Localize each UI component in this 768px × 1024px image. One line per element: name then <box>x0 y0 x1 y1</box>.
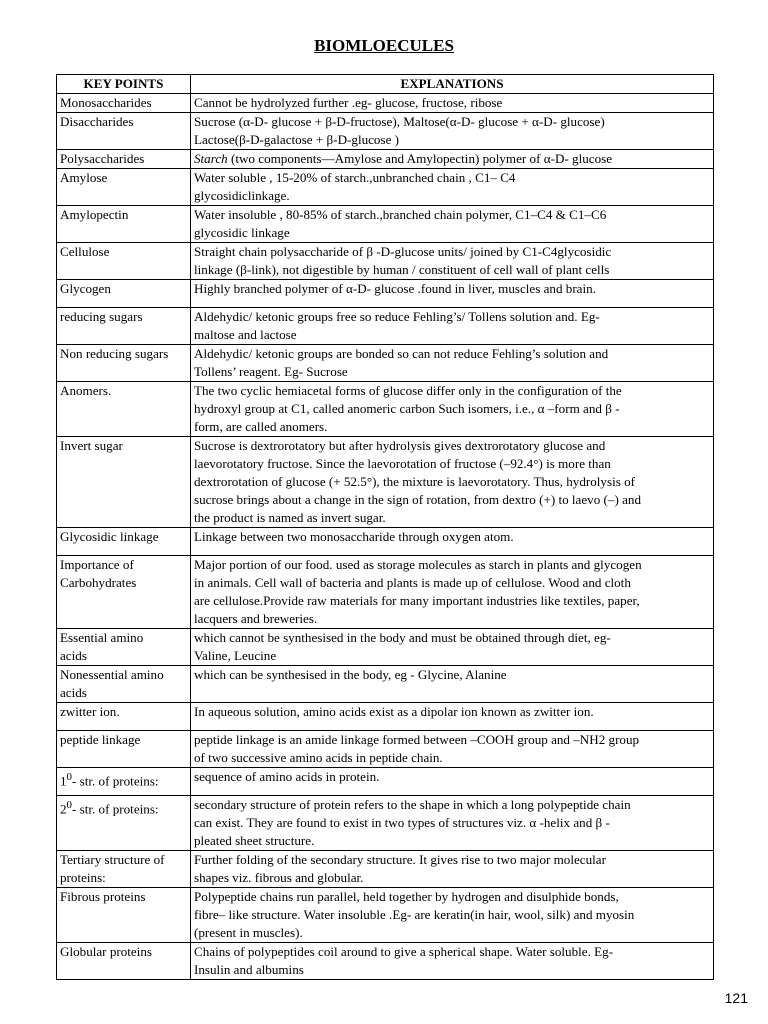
table-row <box>57 556 714 629</box>
key-point-cell: Cellulose <box>57 243 191 280</box>
key-point-cell: Polysaccharides <box>57 150 191 169</box>
key-point-cell: reducing sugars <box>57 308 191 345</box>
explanation-cell: Polypeptide chains run parallel, held together by hydrogen and disulphide bonds, fibre– like structure. Water insoluble .Eg- are keratin(in hair, wool, silk) and myosin (present in muscles). <box>191 888 714 943</box>
biomolecules-table <box>56 74 714 980</box>
page-title: BIOMLOECULES <box>314 36 454 55</box>
table-row <box>57 796 714 851</box>
explanation-cell: secondary structure of protein refers to the shape in which a long polypeptide chain can exist. They are found to exist in two types of structures viz. α -helix and β - pleated sheet structure. <box>191 796 714 851</box>
key-point-cell: Monosaccharides <box>57 94 191 113</box>
explanation-cell: Highly branched polymer of α-D- glucose .found in liver, muscles and brain. <box>191 280 714 308</box>
page-number: 121 <box>724 990 748 1006</box>
explanation-cell: Starch (two components—Amylose and Amylopectin) polymer of α-D- glucose <box>191 150 714 169</box>
table-row <box>57 437 714 528</box>
key-point-cell: Nonessential amino acids <box>57 666 191 703</box>
key-point-cell: Non reducing sugars <box>57 345 191 382</box>
key-point-cell: Tertiary structure of proteins: <box>57 851 191 888</box>
header-explanations: EXPLANATIONS <box>191 75 714 94</box>
explanation-cell: Straight chain polysaccharide of β -D-glucose units/ joined by C1-C4glycosidic linkage (β-link), not digestible by human / constituent of cell wall of plant cells <box>191 243 714 280</box>
table-row <box>57 888 714 943</box>
explanation-cell: Linkage between two monosaccharide through oxygen atom. <box>191 528 714 556</box>
explanation-cell: Major portion of our food. used as storage molecules as starch in plants and glycogen in animals. Cell wall of bacteria and plants is made up of cellulose. Wood and cloth are cellulose.Provide raw materials for many important industries like textiles, paper, lacquers and breweries. <box>191 556 714 629</box>
explanation-cell: sequence of amino acids in protein. <box>191 768 714 796</box>
table-row <box>57 629 714 666</box>
table-row <box>57 94 714 113</box>
table-row <box>57 851 714 888</box>
key-point-cell: Disaccharides <box>57 113 191 150</box>
key-point-cell: Anomers. <box>57 382 191 437</box>
key-point-cell: peptide linkage <box>57 731 191 768</box>
key-point-cell: Fibrous proteins <box>57 888 191 943</box>
table-row <box>57 768 714 796</box>
key-point-cell: Amylose <box>57 169 191 206</box>
explanation-cell: peptide linkage is an amide linkage formed between –COOH group and –NH2 group of two successive amino acids in peptide chain. <box>191 731 714 768</box>
table-row <box>57 666 714 703</box>
table-row <box>57 943 714 980</box>
explanation-cell: Sucrose is dextrorotatory but after hydrolysis gives dextrorotatory glucose and laevorotatory fructose. Since the laevorotation of fructose (–92.4°) is more than dextrorotation of glucose (+ 52.5°), the mixture is laevorotatory. Thus, hydrolysis of sucrose brings about a change in the sign of rotation, from dextro (+) to laevo (–) and the product is named as invert sugar. <box>191 437 714 528</box>
explanation-cell: Aldehydic/ ketonic groups free so reduce Fehling’s/ Tollens solution and. Eg- maltose and lactose <box>191 308 714 345</box>
explanation-cell: Chains of polypeptides coil around to give a spherical shape. Water soluble. Eg- Insulin and albumins <box>191 943 714 980</box>
explanation-cell: In aqueous solution, amino acids exist as a dipolar ion known as zwitter ion. <box>191 703 714 731</box>
explanation-cell: which can be synthesised in the body, eg - Glycine, Alanine <box>191 666 714 703</box>
key-point-cell: Amylopectin <box>57 206 191 243</box>
explanation-cell: Cannot be hydrolyzed further .eg- glucose, fructose, ribose <box>191 94 714 113</box>
table-row <box>57 280 714 308</box>
table-header-row <box>57 75 714 94</box>
table-row <box>57 703 714 731</box>
key-point-cell: Globular proteins <box>57 943 191 980</box>
table-row <box>57 382 714 437</box>
key-point-cell: $1^0-$ str. of proteins: <box>57 768 191 796</box>
table-row <box>57 113 714 150</box>
table-row <box>57 345 714 382</box>
key-point-cell: Glycosidic linkage <box>57 528 191 556</box>
table-row <box>57 731 714 768</box>
explanation-cell: The two cyclic hemiacetal forms of glucose differ only in the configuration of the hydroxyl group at C1, called anomeric carbon Such isomers, i.e., α –form and β - form, are called anomers. <box>191 382 714 437</box>
table-row <box>57 243 714 280</box>
table-row <box>57 150 714 169</box>
key-point-cell: Invert sugar <box>57 437 191 528</box>
header-key-points: KEY POINTS <box>57 75 191 94</box>
table-row <box>57 169 714 206</box>
table-row <box>57 308 714 345</box>
table-row <box>57 206 714 243</box>
explanation-cell: Aldehydic/ ketonic groups are bonded so can not reduce Fehling’s solution and Tollens’ reagent. Eg- Sucrose <box>191 345 714 382</box>
key-point-cell: Importance of Carbohydrates <box>57 556 191 629</box>
explanation-cell: Water insoluble , 80-85% of starch.,branched chain polymer, C1–C4 & C1–C6 glycosidic linkage <box>191 206 714 243</box>
key-point-cell: $2^0-$ str. of proteins: <box>57 796 191 851</box>
key-point-cell: Glycogen <box>57 280 191 308</box>
table-row <box>57 528 714 556</box>
key-point-cell: zwitter ion. <box>57 703 191 731</box>
explanation-cell: Water soluble , 15-20% of starch.,unbranched chain , C1– C4 glycosidiclinkage. <box>191 169 714 206</box>
key-point-cell: Essential amino acids <box>57 629 191 666</box>
explanation-cell: which cannot be synthesised in the body and must be obtained through diet, eg- Valine, Leucine <box>191 629 714 666</box>
explanation-cell: Sucrose (α-D- glucose + β-D-fructose), Maltose(α-D- glucose + α-D- glucose) Lactose(β-D-galactose + β-D-glucose ) <box>191 113 714 150</box>
explanation-cell: Further folding of the secondary structure. It gives rise to two major molecular shapes viz. fibrous and globular. <box>191 851 714 888</box>
